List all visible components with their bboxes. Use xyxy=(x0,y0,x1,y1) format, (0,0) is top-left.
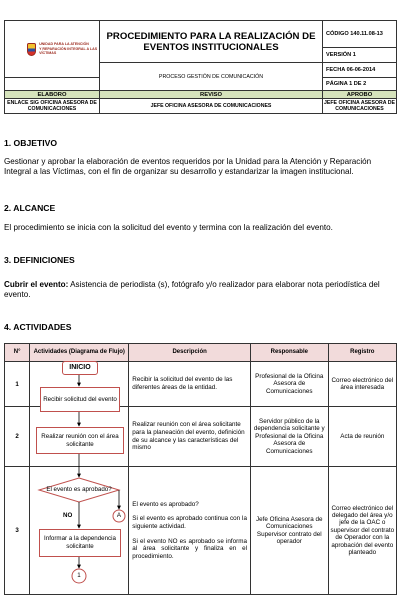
col-header-responsible: Responsable xyxy=(250,344,328,362)
row-record: Correo electrónico del delegado del área y/o jefe de la OAC o supervisor del contrato de Operador con la aprobación del evento planteado xyxy=(328,467,396,595)
entity-logo xyxy=(5,42,99,55)
row-number: 3 xyxy=(5,467,30,595)
document-code: CÓDIGO 140.11.08-13 xyxy=(323,21,397,48)
section-heading-alcance: 2. ALCANCE xyxy=(4,203,56,213)
row-description-no: Si el evento NO es aprobado se informa al área solicitante y finaliza en el procedimiento. xyxy=(132,537,247,560)
flow-no-label: NO xyxy=(63,512,73,519)
signature-header-reviso: REVISO xyxy=(100,91,323,99)
row-description: Recibir la solicitud del evento de las diferentes áreas de la entidad. xyxy=(129,362,251,407)
flow-step-receive-request: Recibir solicitud del evento xyxy=(40,387,120,412)
row-responsible: Profesional de la Oficina Asesora de Comunicaciones xyxy=(250,362,328,407)
flow-step-inform: Informar a la dependencia solicitante xyxy=(39,529,121,557)
flow-step-meeting: Realizar reunión con el área solicitante xyxy=(36,427,124,454)
flow-decision-label: El evento es aprobado? xyxy=(46,486,112,493)
flowchart xyxy=(29,360,130,593)
document-version: VERSIÓN 1 xyxy=(323,48,397,63)
flow-start: INICIO xyxy=(62,361,98,375)
document-header xyxy=(4,20,397,114)
logo-line-2: Y REPARACIÓN INTEGRAL A LAS VÍCTIMAS xyxy=(39,46,98,56)
section-text-definiciones xyxy=(4,280,394,301)
signature-header-aprobo: APROBO xyxy=(323,91,397,99)
activities-header-row xyxy=(5,344,397,362)
signature-reviso: JEFE OFICINA ASESORA DE COMUNICACIONES xyxy=(100,99,323,114)
row-description-yes: Si el evento es aprobado continua con la siguiente actividad. xyxy=(132,515,247,530)
process-name: PROCESO GESTIÓN DE COMUNICACIÓN xyxy=(100,63,323,91)
document-title: PROCEDIMIENTO PARA LA REALIZACIÓN DE EVENTOS INSTITUCIONALES xyxy=(100,21,323,63)
col-header-flow: Actividades (Diagrama de Flujo) xyxy=(30,344,129,362)
row-description-question: El evento es aprobado? xyxy=(132,500,199,508)
flow-connector-1: 1 xyxy=(77,572,81,579)
signature-header-elaboro: ELABORO xyxy=(5,91,100,99)
signature-aprobo: JEFE OFICINA ASESORA DE COMUNICACIONES xyxy=(324,100,395,112)
section-text-objetivo: Gestionar y aprobar la elaboración de eventos requeridos por la Unidad para la Atención y Reparación Integral a las Víctimas, con el fin de organizar su desarrollo y estandarizar la imagen institucional. xyxy=(4,157,372,177)
flow-connector-a: A xyxy=(116,512,122,519)
row-record: Correo electrónico del área interesada xyxy=(328,362,396,407)
section-heading-definiciones: 3. DEFINICIONES xyxy=(4,255,75,265)
col-header-number: N° xyxy=(5,344,30,362)
section-text-alcance: El procedimiento se inicia con la solicitud del evento y termina con la realización del evento. xyxy=(4,223,333,232)
page-number: PÁGINA 1 DE 2 xyxy=(323,78,397,91)
col-header-description: Descripción xyxy=(129,344,251,362)
row-responsible: Servidor público de la dependencia solicitante y Profesional de la Oficina Asesora de Comunicaciones xyxy=(250,407,328,467)
row-responsible: Jefe Oficina Asesora de Comunicaciones Supervisor contrato del operador xyxy=(250,467,328,595)
definition-term: Cubrir el evento: xyxy=(4,280,69,289)
logo-text xyxy=(39,42,99,55)
row-record: Acta de reunión xyxy=(328,407,396,467)
definition-text: Asistencia de periodista (s), fotógrafo y/o realizador para elaborar nota periodística del evento. xyxy=(4,280,380,300)
coat-of-arms-icon xyxy=(27,43,36,56)
signature-value-row xyxy=(5,99,397,114)
col-header-record: Registro xyxy=(328,344,396,362)
logo-line-1: UNIDAD PARA LA ATENCIÓN xyxy=(39,42,89,47)
section-heading-actividades: 4. ACTIVIDADES xyxy=(4,322,72,332)
document-date: FECHA 06-06-2014 xyxy=(323,63,397,78)
row-number: 1 xyxy=(5,362,30,407)
signature-elaboro: ENLACE SIG OFICINA ASESORA DE COMUNICACIONES xyxy=(5,99,100,114)
signature-header-row xyxy=(5,91,397,99)
row-description xyxy=(129,467,251,595)
logo-cell xyxy=(5,21,100,78)
row-description: Realizar reunión con el área solicitante para la planeación del evento, definición de su alcance y las características del mismo xyxy=(129,407,251,467)
section-heading-objetivo: 1. OBJETIVO xyxy=(4,138,58,148)
row-number: 2 xyxy=(5,407,30,467)
